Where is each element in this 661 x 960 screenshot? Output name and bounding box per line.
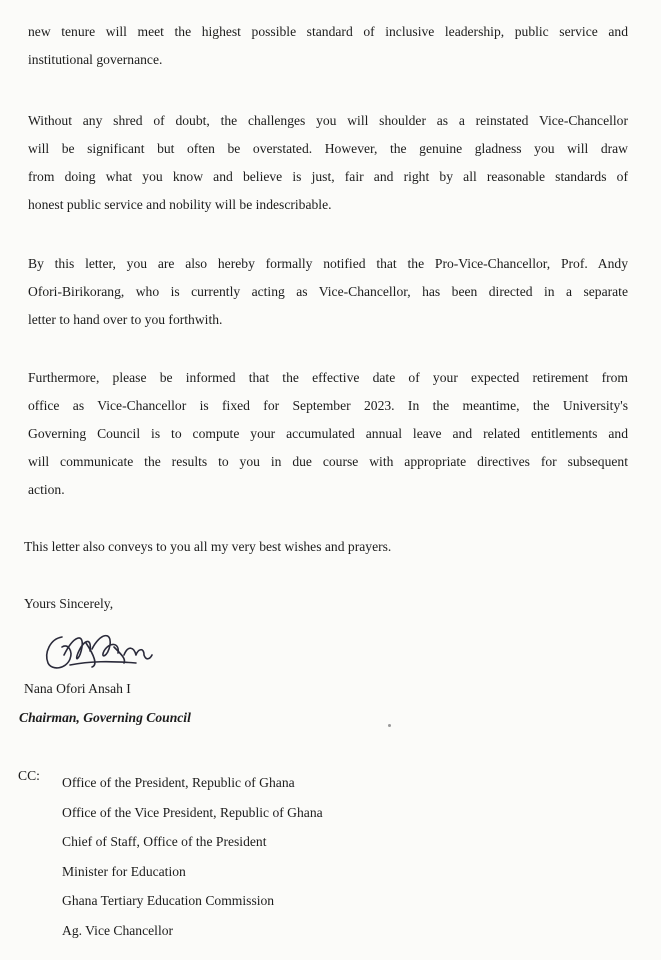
cc-label: CC: [18, 768, 40, 783]
cc-recipient: Chief of Staff, Office of the President [62, 834, 267, 849]
signatory-title: Chairman, Governing Council [19, 710, 191, 725]
cc-recipient: Ag. Vice Chancellor [62, 922, 174, 938]
paragraph-challenges [28, 107, 628, 219]
text-line: will communicate the results to you in due course with appropriate directives for subsequent [28, 454, 628, 469]
text-line: By this letter, you are also hereby formally notified that the Pro-Vice-Chancellor, Prof. Andy [28, 256, 628, 271]
paragraph-handover [28, 250, 628, 334]
salutation: Yours Sincerely, [24, 596, 114, 611]
handwritten-signature [40, 625, 160, 675]
text-line: action. [28, 482, 65, 497]
text-line: letter to hand over to you forthwith. [28, 312, 223, 327]
scan-speck [388, 724, 391, 727]
text-line: Ofori-Birikorang, who is currently acting as Vice-Chancellor, has been directed in a separate [28, 284, 628, 299]
paragraph-wishes: This letter also conveys to you all my very best wishes and prayers. [24, 539, 392, 554]
cc-recipient: Office of the President, Republic of Ghana [62, 775, 295, 790]
text-line: new tenure will meet the highest possible standard of inclusive leadership, public service and [28, 24, 628, 39]
signatory-name: Nana Ofori Ansah I [24, 681, 131, 696]
text-line: Governing Council is to compute your accumulated annual leave and related entitlements and [28, 426, 628, 441]
text-line: institutional governance. [28, 52, 163, 67]
text-line: will be significant but often be overstated. However, the genuine gladness you will draw [28, 141, 628, 156]
cc-recipient-list [62, 768, 323, 945]
cc-recipient: Office of the Vice President, Republic of Ghana [62, 804, 323, 820]
text-line: Furthermore, please be informed that the effective date of your expected retirement from [28, 370, 628, 385]
cc-recipient: Ghana Tertiary Education Commission [62, 893, 275, 908]
paragraph-tenure [28, 18, 628, 74]
text-line: from doing what you know and believe is just, fair and right by all reasonable standards of [28, 169, 628, 184]
cc-recipient: Minister for Education [62, 863, 186, 879]
paragraph-retirement [28, 364, 628, 504]
text-line: office as Vice-Chancellor is fixed for September 2023. In the meantime, the University's [28, 398, 628, 413]
text-line: honest public service and nobility will be indescribable. [28, 197, 332, 212]
text-line: Without any shred of doubt, the challenges you will shoulder as a reinstated Vice-Chancellor [28, 113, 628, 128]
